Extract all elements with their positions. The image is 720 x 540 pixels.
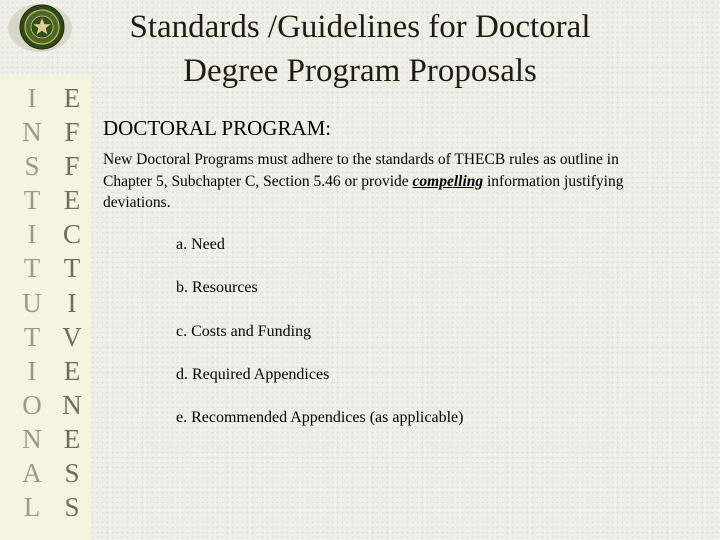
sidebar-letter: E	[63, 355, 81, 386]
sidebar-letter: S	[24, 151, 40, 182]
sidebar-letter: N	[62, 389, 82, 420]
sidebar-letter: N	[22, 117, 42, 148]
sidebar-letter: S	[64, 458, 80, 489]
list-item: e. Recommended Appendices (as applicable)	[176, 409, 464, 427]
sidebar-letter: T	[63, 253, 81, 284]
sidebar-letter: T	[23, 185, 41, 216]
body-text-after: information justifying deviations.	[103, 172, 624, 211]
sidebar-letter: L	[23, 492, 41, 523]
sidebar-letter: A	[22, 458, 42, 489]
sidebar-letter: I	[27, 219, 37, 250]
page-title	[95, 5, 625, 93]
sidebar-column-institutional	[17, 81, 47, 524]
sidebar-letter: F	[64, 117, 80, 148]
sidebar-letter: N	[22, 423, 42, 454]
body-text-emphasis: compelling	[412, 172, 484, 190]
body-paragraph	[103, 149, 648, 214]
institution-seal-icon	[7, 3, 73, 53]
sidebar-letter: U	[22, 287, 42, 318]
sidebar-letter: E	[63, 423, 81, 454]
list-item: d. Required Appendices	[176, 365, 330, 383]
sidebar-letter: T	[23, 321, 41, 352]
page-title-line-2: Degree Program Proposals	[183, 53, 537, 89]
list-item: a. Need	[176, 236, 225, 253]
section-heading: DOCTORAL PROGRAM:	[103, 116, 332, 140]
sidebar-letter: T	[23, 253, 41, 284]
list-item: c. Costs and Funding	[176, 322, 312, 340]
body-text-before: New Doctoral Programs must adhere to the standards of THECB rules as outline in Chapter 5, Subchapter C, Section 5.46 or provide	[103, 151, 619, 190]
sidebar-letter: C	[62, 219, 81, 250]
sidebar-column-effectiveness	[57, 81, 87, 524]
sidebar-letter: O	[22, 389, 42, 420]
sidebar-letter: I	[27, 83, 37, 113]
sidebar-letter: I	[27, 355, 37, 386]
list-item: b. Resources	[176, 279, 258, 297]
sidebar-letter: E	[63, 83, 81, 113]
requirements-list	[176, 236, 463, 452]
sidebar-letter: I	[67, 287, 77, 318]
sidebar-letter: S	[64, 492, 80, 523]
page-title-line-1: Standards /Guidelines for Doctoral	[129, 9, 591, 45]
sidebar-letter: E	[63, 185, 81, 216]
sidebar-letter: F	[64, 151, 80, 182]
sidebar-letter: V	[62, 321, 82, 352]
